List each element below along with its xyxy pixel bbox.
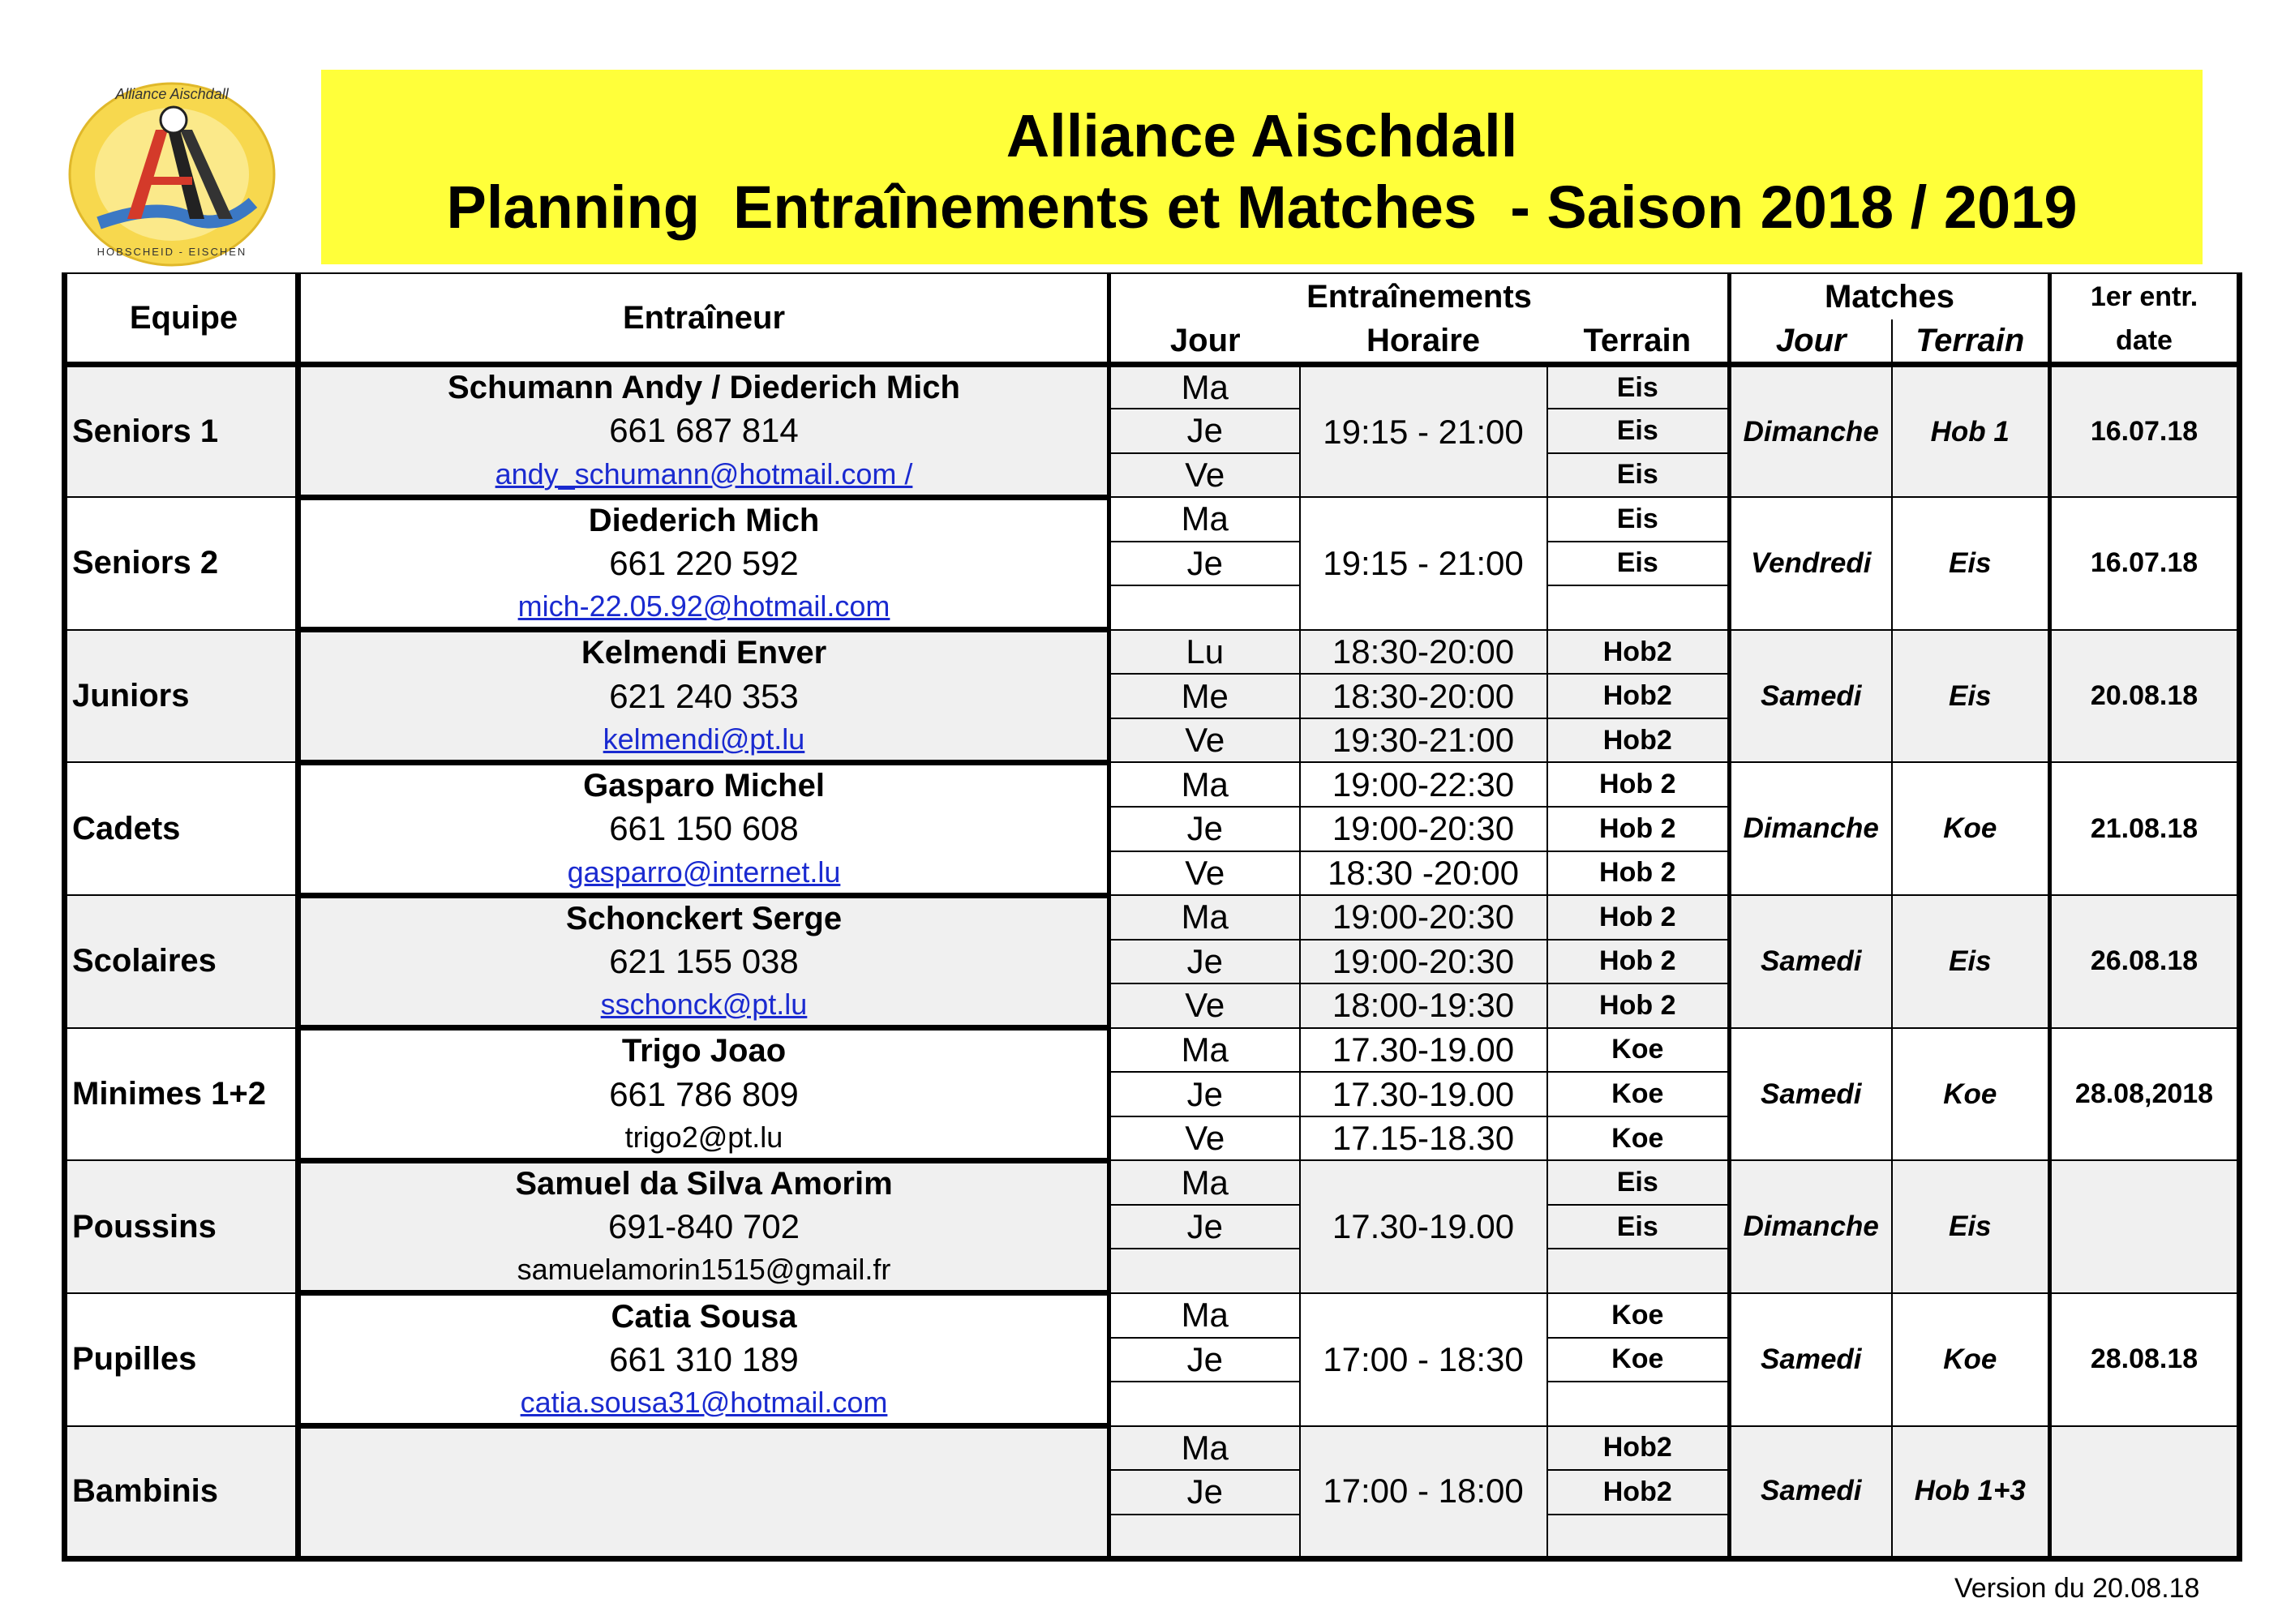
training-terrain: Eis: [1547, 1160, 1730, 1205]
table-row: [65, 1160, 2240, 1205]
training-terrain: [1547, 1515, 1730, 1559]
col-match-terrain: Terrain: [1892, 319, 2050, 365]
training-hours: 19:00-20:30: [1300, 807, 1547, 851]
training-terrain: Eis: [1547, 365, 1730, 409]
training-day: [1109, 1249, 1300, 1293]
team-name: Seniors 1: [65, 365, 298, 498]
training-hours: 19:00-20:30: [1300, 895, 1547, 940]
match-day: Samedi: [1730, 1028, 1892, 1161]
col-entrainements: Entraînements: [1109, 273, 1730, 319]
version-note: Version du 20.08.18: [1954, 1573, 2200, 1604]
match-terrain: Eis: [1892, 630, 2050, 763]
coach-email[interactable]: trigo2@pt.lu: [624, 1120, 783, 1154]
coach-name: Trigo Joao: [621, 1033, 787, 1069]
coach-name: Schumann Andy / Diederich Mich: [448, 370, 960, 406]
team-name: Scolaires: [65, 895, 298, 1028]
training-terrain: Eis: [1547, 542, 1730, 586]
coach-phone: 661 150 608: [609, 809, 799, 848]
training-terrain: Koe: [1547, 1072, 1730, 1116]
match-terrain: Koe: [1892, 1293, 2050, 1426]
training-day: Ma: [1109, 762, 1300, 807]
training-day: Me: [1109, 674, 1300, 718]
match-day: Samedi: [1730, 1293, 1892, 1426]
training-hours: 17.15-18.30: [1300, 1116, 1547, 1161]
match-terrain: Eis: [1892, 895, 2050, 1028]
training-hours: 19:30-21:00: [1300, 718, 1547, 763]
training-day: Ma: [1109, 1028, 1300, 1073]
coach-phone: 621 155 038: [609, 941, 799, 980]
training-day: [1109, 585, 1300, 630]
table-row: [65, 1028, 2240, 1073]
training-terrain: Hob 2: [1547, 940, 1730, 984]
match-day: Vendredi: [1730, 497, 1892, 630]
coach-phone: 661 687 814: [609, 411, 799, 450]
training-terrain: Hob2: [1547, 718, 1730, 763]
training-day: Je: [1109, 1338, 1300, 1382]
match-day: Dimanche: [1730, 365, 1892, 498]
col-equipe: Equipe: [65, 273, 298, 365]
coach-phone: 621 240 353: [609, 676, 799, 715]
coach-name: Samuel da Silva Amorim: [515, 1165, 893, 1202]
training-terrain: Hob 2: [1547, 807, 1730, 851]
training-day: Ve: [1109, 851, 1300, 896]
match-day: Dimanche: [1730, 762, 1892, 895]
col-entraineur: Entraîneur: [298, 273, 1109, 365]
title-banner: [321, 70, 2203, 264]
match-terrain: Eis: [1892, 1160, 2050, 1293]
training-hours: 18:30-20:00: [1300, 674, 1547, 718]
table-row: [65, 895, 2240, 940]
training-day: Ve: [1109, 983, 1300, 1028]
svg-text:Alliance Aischdall: Alliance Aischdall: [115, 86, 229, 102]
match-terrain: Koe: [1892, 762, 2050, 895]
first-training-date: [2050, 1160, 2240, 1293]
training-hours: 19:15 - 21:00: [1300, 497, 1547, 630]
first-training-date: [2050, 1426, 2240, 1559]
training-hours: 17.30-19.00: [1300, 1160, 1547, 1293]
club-title: Alliance Aischdall: [1006, 102, 1518, 169]
training-terrain: Koe: [1547, 1116, 1730, 1161]
training-terrain: Koe: [1547, 1028, 1730, 1073]
match-day: Samedi: [1730, 895, 1892, 1028]
training-terrain: [1547, 1249, 1730, 1293]
coach-email[interactable]: gasparro@internet.lu: [567, 855, 841, 889]
training-day: Je: [1109, 1470, 1300, 1515]
training-terrain: Hob2: [1547, 630, 1730, 675]
training-terrain: Koe: [1547, 1293, 1730, 1338]
table-row: [65, 1426, 2240, 1471]
training-terrain: Hob2: [1547, 1470, 1730, 1515]
match-day: Samedi: [1730, 630, 1892, 763]
match-terrain: Hob 1+3: [1892, 1426, 2050, 1559]
match-terrain: Hob 1: [1892, 365, 2050, 498]
table-row: [65, 365, 2240, 409]
training-hours: 19:00-20:30: [1300, 940, 1547, 984]
training-day: Ma: [1109, 365, 1300, 409]
first-training-date: 21.08.18: [2050, 762, 2240, 895]
training-hours: 19:00-22:30: [1300, 762, 1547, 807]
training-terrain: [1547, 585, 1730, 630]
training-hours: 17:00 - 18:30: [1300, 1293, 1547, 1426]
match-terrain: Koe: [1892, 1028, 2050, 1161]
training-day: Je: [1109, 940, 1300, 984]
training-day: Je: [1109, 409, 1300, 453]
team-name: Seniors 2: [65, 497, 298, 630]
table-row: [65, 630, 2240, 675]
coach-phone: 661 310 189: [609, 1339, 799, 1378]
training-day: Ma: [1109, 1426, 1300, 1471]
training-hours: 17.30-19.00: [1300, 1028, 1547, 1073]
team-name: Pupilles: [65, 1293, 298, 1426]
coach-name: Schonckert Serge: [565, 900, 843, 936]
training-day: Ma: [1109, 1160, 1300, 1205]
coach-email[interactable]: catia.sousa31@hotmail.com: [520, 1386, 888, 1420]
match-terrain: Eis: [1892, 497, 2050, 630]
coach-name: Catia Sousa: [611, 1298, 797, 1335]
training-hours: 17.30-19.00: [1300, 1072, 1547, 1116]
coach-email[interactable]: sschonck@pt.lu: [600, 988, 808, 1022]
coach-name: Diederich Mich: [588, 502, 820, 538]
coach-email[interactable]: kelmendi@pt.lu: [603, 722, 805, 756]
training-day: Je: [1109, 1205, 1300, 1249]
team-name: Minimes 1+2: [65, 1028, 298, 1161]
training-terrain: Hob 2: [1547, 895, 1730, 940]
col-ent-jour: Jour: [1109, 319, 1300, 365]
planning-table: [62, 272, 2237, 1562]
training-terrain: Koe: [1547, 1338, 1730, 1382]
training-day: Ma: [1109, 497, 1300, 542]
training-day: Je: [1109, 1072, 1300, 1116]
training-day: Ve: [1109, 718, 1300, 763]
training-day: Ve: [1109, 1116, 1300, 1161]
training-terrain: Eis: [1547, 453, 1730, 498]
first-training-date: 28.08,2018: [2050, 1028, 2240, 1161]
training-hours: 18:30 -20:00: [1300, 851, 1547, 896]
col-matches: Matches: [1730, 273, 2050, 319]
planning-rows: [65, 365, 2240, 1559]
team-name: Poussins: [65, 1160, 298, 1293]
coach-phone: 661 220 592: [609, 543, 799, 582]
training-terrain: Hob 2: [1547, 983, 1730, 1028]
team-name: Bambinis: [65, 1426, 298, 1559]
training-terrain: Hob 2: [1547, 851, 1730, 896]
training-day: Ma: [1109, 1293, 1300, 1338]
first-training-date: 16.07.18: [2050, 497, 2240, 630]
col-ent-horaire: Horaire: [1300, 319, 1547, 365]
coach-phone: 691-840 702: [608, 1207, 800, 1246]
training-day: Je: [1109, 807, 1300, 851]
first-training-date: 28.08.18: [2050, 1293, 2240, 1426]
training-terrain: Hob2: [1547, 1426, 1730, 1471]
coach-email[interactable]: samuelamorin1515@gmail.fr: [517, 1253, 891, 1287]
training-terrain: Hob2: [1547, 674, 1730, 718]
match-day: Dimanche: [1730, 1160, 1892, 1293]
training-terrain: Eis: [1547, 1205, 1730, 1249]
training-day: Ma: [1109, 895, 1300, 940]
team-name: Cadets: [65, 762, 298, 895]
training-day: Ve: [1109, 453, 1300, 498]
training-day: Lu: [1109, 630, 1300, 675]
training-hours: 17:00 - 18:00: [1300, 1426, 1547, 1559]
club-logo: [66, 81, 277, 268]
table-row: [65, 762, 2240, 807]
first-training-date: 20.08.18: [2050, 630, 2240, 763]
coach-name: Kelmendi Enver: [581, 635, 827, 671]
coach-email[interactable]: mich-22.05.92@hotmail.com: [517, 589, 890, 623]
table-row: [65, 497, 2240, 542]
match-day: Samedi: [1730, 1426, 1892, 1559]
first-training-date: 26.08.18: [2050, 895, 2240, 1028]
col-match-jour: Jour: [1730, 319, 1892, 365]
planning-title: Planning Entraînements et Matches - Saison 2018 / 2019: [446, 174, 2078, 241]
col-ent-terrain: Terrain: [1547, 319, 1730, 365]
col-first-top: 1er entr.: [2050, 273, 2240, 319]
training-terrain: [1547, 1382, 1730, 1426]
table-row: [65, 1293, 2240, 1338]
training-terrain: Eis: [1547, 497, 1730, 542]
training-hours: 18:00-19:30: [1300, 983, 1547, 1028]
coach-phone: 661 786 809: [609, 1074, 799, 1113]
training-terrain: Eis: [1547, 409, 1730, 453]
training-day: [1109, 1382, 1300, 1426]
coach-email[interactable]: andy_schumann@hotmail.com /: [495, 456, 913, 491]
training-hours: 19:15 - 21:00: [1300, 365, 1547, 498]
training-terrain: Hob 2: [1547, 762, 1730, 807]
training-day: [1109, 1515, 1300, 1559]
training-day: Je: [1109, 542, 1300, 586]
team-name: Juniors: [65, 630, 298, 763]
coach-name: Gasparo Michel: [583, 767, 825, 803]
svg-text:HOBSCHEID - EISCHEN: HOBSCHEID - EISCHEN: [97, 246, 247, 258]
col-first-bottom: date: [2050, 319, 2240, 365]
training-hours: 18:30-20:00: [1300, 630, 1547, 675]
first-training-date: 16.07.18: [2050, 365, 2240, 498]
